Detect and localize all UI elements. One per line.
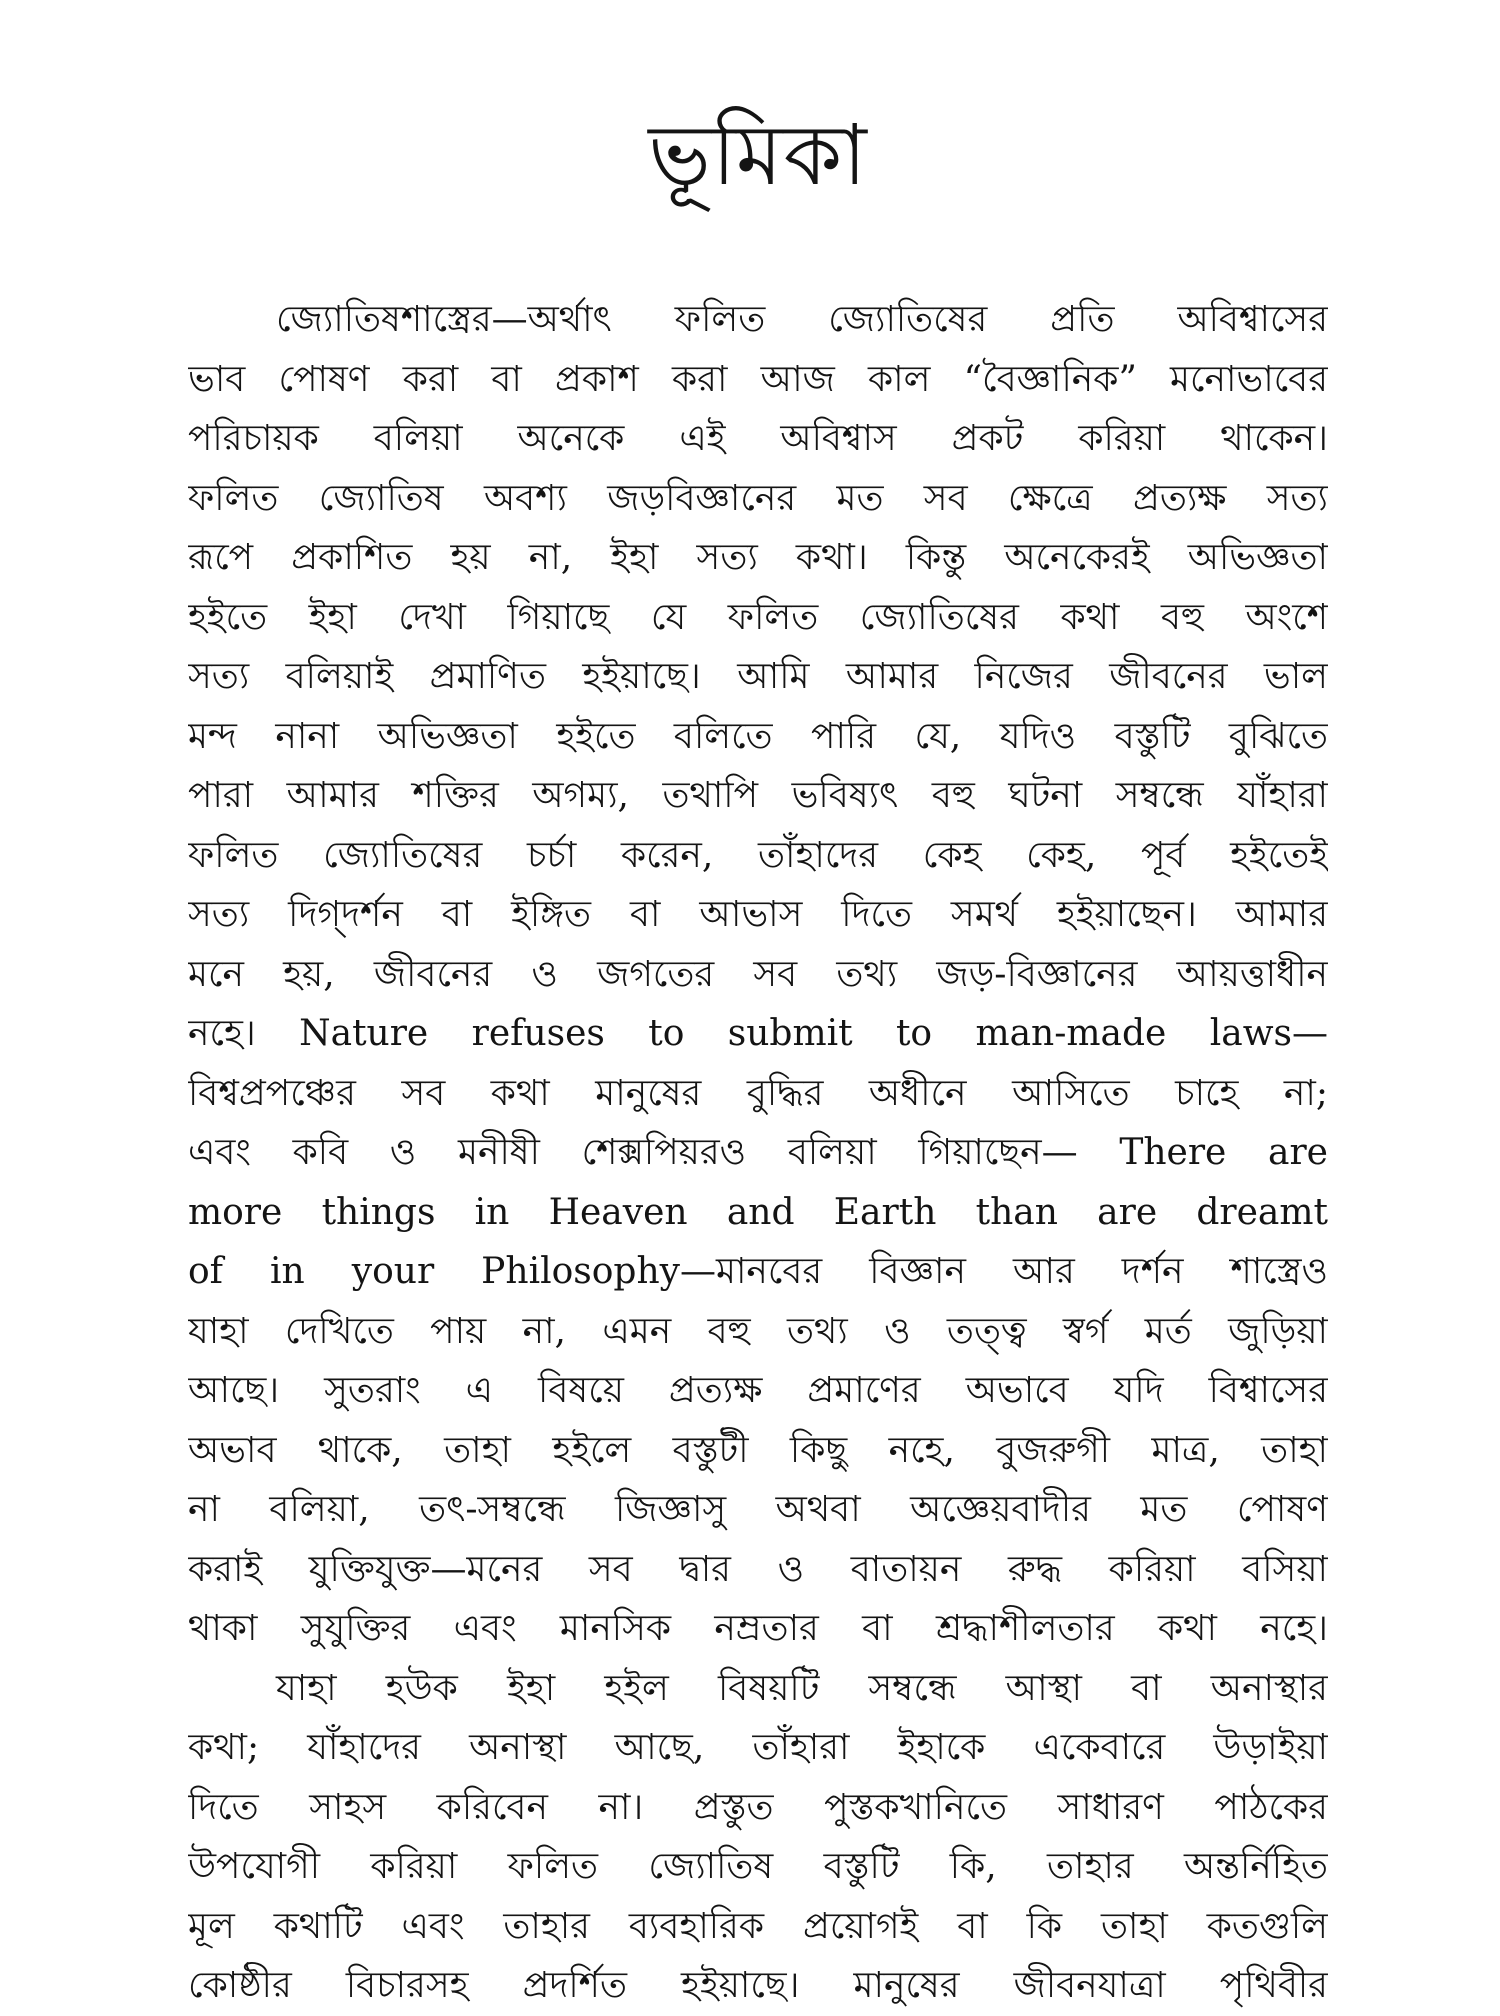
text-line: অভাব থাকে, তাহা হইলে বস্তুটী কিছু নহে, বুজরুগী মাত্র, তাহা (188, 1429, 1328, 1471)
text-line: করাই যুক্তিযুক্ত—মনের সব দ্বার ও বাতায়ন রুদ্ধ করিয়া বসিয়া (188, 1548, 1328, 1590)
text-line: বিশ্বপ্রপঞ্চের সব কথা মানুষের বুদ্ধির অধীনে আসিতে চাহে না; (188, 1072, 1328, 1114)
document-page (188, 100, 1328, 2006)
text-line: যাহা হউক ইহা হইল বিষয়টি সম্বন্ধে আস্থা বা অনাস্থার (276, 1667, 1328, 1709)
text-line: ফলিত জ্যোতিষের চর্চা করেন, তাঁহাদের কেহ কেহ, পূর্ব হইতেই (188, 834, 1328, 876)
text-line: দিতে সাহস করিবেন না। প্রস্তুত পুস্তকখানিতে সাধারণ পাঠকের (188, 1786, 1328, 1828)
text-line: সত্য দিগ্‌দর্শন বা ইঙ্গিত বা আভাস দিতে সমর্থ হইয়াছেন। আমার (188, 894, 1328, 935)
text-line: পরিচায়ক বলিয়া অনেকে এই অবিশ্বাস প্রকট করিয়া থাকেন। (188, 418, 1328, 459)
text-line: আছে। সুতরাং এ বিষয়ে প্রত্যক্ষ প্রমাণের অভাবে যদি বিশ্বাসের (188, 1370, 1328, 1411)
text-line: নহে। Nature refuses to submit to man-made laws— (188, 1013, 1328, 1054)
text-line: হইতে ইহা দেখা গিয়াছে যে ফলিত জ্যোতিষের কথা বহু অংশে (188, 596, 1328, 638)
text-line: যাহা দেখিতে পায় না, এমন বহু তথ্য ও তত্ত্ব স্বর্গ মর্ত জুড়িয়া (188, 1310, 1328, 1352)
text-line: কথা; যাঁহাদের অনাস্থা আছে, তাঁহারা ইহাকে একেবারে উড়াইয়া (188, 1727, 1328, 1768)
text-line: থাকা সুযুক্তির এবং মানসিক নম্রতার বা শ্রদ্ধাশীলতার কথা নহে। (188, 1608, 1328, 1649)
text-line: মন্দ নানা অভিজ্ঞতা হইতে বলিতে পারি যে, যদিও বস্তুটি বুঝিতে (188, 715, 1328, 757)
text-line: পারা আমার শক্তির অগম্য, তথাপি ভবিষ্যৎ বহু ঘটনা সম্বন্ধে যাঁহারা (188, 775, 1328, 816)
page-title: ভূমিকা (648, 106, 868, 204)
text-line: উপযোগী করিয়া ফলিত জ্যোতিষ বস্তুটি কি, তাহার অন্তর্নিহিত (188, 1846, 1328, 1887)
text-line: মনে হয়, জীবনের ও জগতের সব তথ্য জড়-বিজ্ঞানের আয়ত্তাধীন (188, 953, 1328, 995)
text-line: more things in Heaven and Earth than are dreamt (188, 1191, 1328, 1233)
text-line: of in your Philosophy—মানবের বিজ্ঞান আর দর্শন শাস্ত্রেও (188, 1251, 1328, 1292)
text-line: এবং কবি ও মনীষী শেক্সপিয়রও বলিয়া গিয়াছেন— There are (188, 1132, 1328, 1173)
text-line: রূপে প্রকাশিত হয় না, ইহা সত্য কথা। কিন্তু অনেকেরই অভিজ্ঞতা (188, 537, 1328, 578)
text-line: ভাব পোষণ করা বা প্রকাশ করা আজ কাল “বৈজ্ঞানিক” মনোভাবের (188, 358, 1328, 400)
text-line: সত্য বলিয়াই প্রমাণিত হইয়াছে। আমি আমার নিজের জীবনের ভাল (188, 656, 1328, 697)
text-line: মূল কথাটি এবং তাহার ব্যবহারিক প্রয়োগই বা কি তাহা কতগুলি (188, 1905, 1328, 1947)
text-line: জ্যোতিষশাস্ত্রের—অর্থাৎ ফলিত জ্যোতিষের প্রতি অবিশ্বাসের (276, 299, 1328, 340)
body-text (188, 290, 1328, 2016)
text-line: না বলিয়া, তৎ-সম্বন্ধে জিজ্ঞাসু অথবা অজ্ঞেয়বাদীর মত পোষণ (188, 1489, 1328, 1530)
text-line: ফলিত জ্যোতিষ অবশ্য জড়বিজ্ঞানের মত সব ক্ষেত্রে প্রত্যক্ষ সত্য (188, 477, 1328, 519)
text-line: কোষ্ঠীর বিচারসহ প্রদর্শিত হইয়াছে। মানুষের জীবনযাত্রা পৃথিবীর (188, 1965, 1328, 2006)
